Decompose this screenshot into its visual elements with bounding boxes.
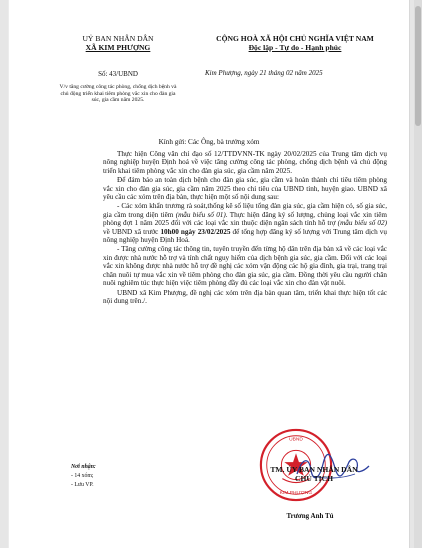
nation-title: CỘNG HOÀ XÃ HỘI CHỦ NGHĨA VIỆT NAM: [216, 34, 374, 43]
task-1-text-e: về UBND xã trước: [103, 227, 161, 236]
national-header-block: [195, 34, 395, 52]
addressee-line: Kính gửi: Các Ông, bà trưởng xóm: [158, 138, 260, 146]
svg-text:KIM PHƯỢNG: KIM PHƯỢNG: [279, 491, 313, 497]
document-number: Số: 43/UBND: [98, 70, 138, 78]
document-subject: V/v tăng cường công tác phòng, chống dịch bệnh và chủ động triển khai tiêm phòng vắc xin cho đàn gia súc, gia cầm năm 2025.: [59, 84, 177, 104]
agency-name: UỶ BAN NHÂN DÂN: [82, 34, 154, 43]
paragraph-closing: UBND xã Kim Phượng, đề nghị các xóm trên địa bàn quan tâm, triển khai thực hiện tốt các nội dung trên./.: [103, 288, 387, 305]
issuing-agency-block: [59, 34, 177, 104]
recipients-title: Nơi nhận:: [71, 464, 96, 470]
recipient-item: - 14 xóm;: [71, 473, 94, 479]
recipient-item: - Lưu VP.: [71, 482, 94, 488]
document-body: [103, 150, 387, 306]
task-1-text-g: để tổng hợp đăng ký số lượng với Trung tâm dịch vụ nông nghiệp huyện Định Hoá.: [103, 227, 387, 245]
unit-name: XÃ KIM PHƯỢNG: [85, 43, 151, 52]
svg-text:UBND: UBND: [289, 437, 303, 443]
paragraph-task-1: [103, 202, 387, 244]
signature-block: [249, 465, 379, 483]
vertical-scrollbar[interactable]: [414, 0, 422, 548]
document-date: Kim Phượng, ngày 21 tháng 02 năm 2025: [205, 69, 323, 77]
paragraph-task-2: - Tăng cường công tác thông tin, tuyên truyền đến từng hộ dân trên địa bàn xã về các loại vắc xin được nhà nước hỗ trợ và tính chất nguy hiểm của dịch bệnh gia súc, gia cầm. Đối với các loại vắc xin không được nhà nước hỗ trợ đề nghị các xóm vận động các hộ gia đình, gia trại, trang trại chăn nuôi tự mua vắc xin về tiêm phòng cho đàn gia súc, gia cầm. Đồng thời yêu cầu người chăn nuôi nghiêm túc thực hiện việc tiêm phòng đầy đủ các loại vắc xin cho đàn vật nuôi.: [103, 245, 387, 288]
document-page: [8, 0, 410, 548]
deadline: 10h00 ngày 23/02/2025: [160, 227, 231, 236]
signer-name: Trương Anh Tú: [286, 512, 334, 520]
task-1-text-a: - Các xóm khẩn trương rà soát,thống kê số liệu tổng đàn gia súc, gia cầm hiện có, số gia súc, gia cầm trong diện tiêm: [103, 202, 387, 219]
national-motto: Độc lập - Tự do - Hạnh phúc: [248, 43, 342, 52]
form-reference-01: (mẫu biểu số 01): [175, 210, 226, 219]
signing-organization: TM. ỦY BAN NHÂN DÂN: [270, 465, 358, 474]
paragraph-basis: Thực hiện Công văn chỉ đạo số 12/TTDVNN-TK ngày 20/02/2025 của Trung tâm dịch vụ nông nghiệp huyện Định hoá về việc tăng cường công tác phòng, chống dịch bệnh và chủ động triển khai tiêm phòng vắc xin cho đàn gia súc, gia cầm năm 2025.: [103, 150, 387, 175]
signing-role: CHỦ TỊCH: [294, 474, 334, 483]
scrollbar-thumb[interactable]: [415, 6, 421, 126]
task-1-text-c: . Thực hiện đăng ký số lượng, chủng loại vắc xin tiêm phòng đợt 1 năm 2025 đối với các loại vắc xin thuộc diện ngân sách tỉnh hỗ trợ: [103, 210, 387, 228]
recipients-list: [71, 463, 96, 490]
paragraph-purpose: Để đảm bảo an toàn dịch bệnh cho đàn gia súc, gia cầm và hoàn thành chỉ tiêu tiêm phòng vắc xin cho đàn gia súc, gia cầm năm 2025 theo chỉ tiêu của UBND tỉnh, huyện giao. UBND xã yêu cầu các xóm trên địa bàn, thực hiện một số nội dung sau:: [103, 176, 387, 202]
form-reference-02: (mẫu biểu số 02): [337, 219, 387, 228]
